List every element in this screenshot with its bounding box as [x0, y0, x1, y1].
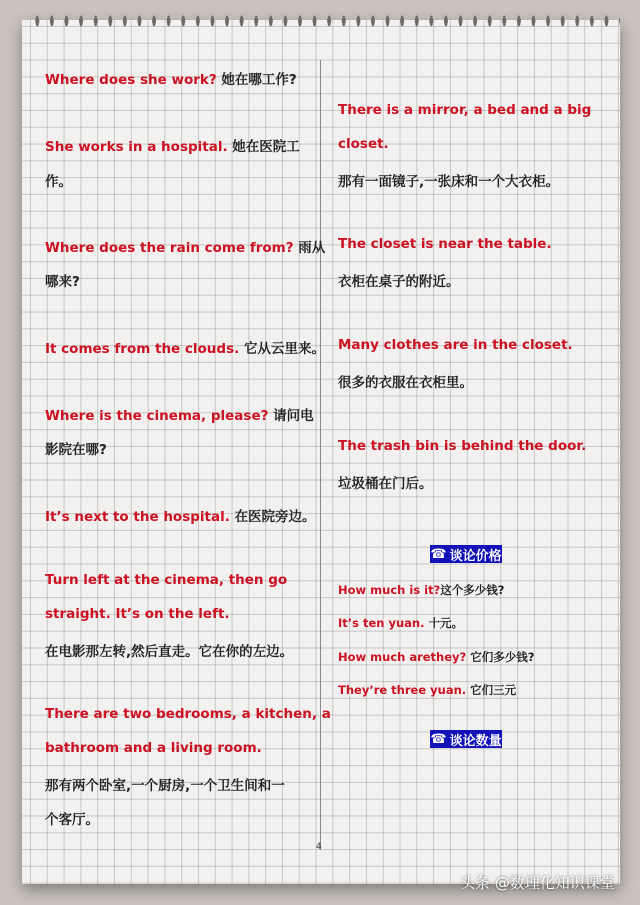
left-line-2b: 作。 — [45, 174, 72, 190]
left-line-4: It comes from the clouds. 它从云里来。 — [45, 341, 325, 357]
section-badge-quantity: ☎ 谈论数量 — [430, 731, 502, 749]
right-line-1c: 那有一面镜子,一张床和一个大衣柜。 — [338, 174, 560, 190]
right-line-2b: 衣柜在桌子的附近。 — [338, 274, 460, 290]
section-badge-price: ☎ 谈论价格 — [430, 546, 502, 564]
left-line-5b: 影院在哪? — [45, 442, 107, 458]
column-divider — [320, 60, 321, 850]
left-line-1: Where does she work? 她在哪工作? — [45, 72, 297, 88]
left-line-8a: There are two bedrooms, a kitchen, a — [45, 706, 331, 722]
right-line-1a: There is a mirror, a bed and a big — [338, 102, 592, 118]
left-line-7a: Turn left at the cinema, then go — [45, 572, 288, 588]
right-line-4a: The trash bin is behind the door. — [338, 438, 587, 454]
left-line-7b: straight. It’s on the left. — [45, 606, 230, 622]
watermark: 头条 @数理化知识课堂 — [460, 874, 615, 892]
left-line-3b: 哪来? — [45, 274, 80, 290]
right-line-3a: Many clothes are in the closet. — [338, 337, 573, 353]
price-line-4: They’re three yuan. 它们三元 — [338, 683, 517, 697]
left-line-8d: 个客厅。 — [45, 812, 99, 828]
left-line-6: It’s next to the hospital. 在医院旁边。 — [45, 509, 316, 525]
left-line-3a: Where does the rain come from? 雨从 — [45, 240, 326, 256]
left-line-8b: bathroom and a living room. — [45, 740, 262, 756]
right-line-2a: The closet is near the table. — [338, 236, 552, 252]
phone-icon: ☎ — [430, 546, 447, 562]
price-line-3: How much arethey? 它们多少钱? — [338, 650, 535, 664]
right-line-4b: 垃圾桶在门后。 — [338, 476, 433, 492]
price-line-2: It’s ten yuan. 十元。 — [338, 616, 463, 630]
left-line-5a: Where is the cinema, please? 请问电 — [45, 408, 314, 424]
right-line-1b: closet. — [338, 136, 389, 152]
spiral-binding — [30, 8, 620, 34]
left-line-8c: 那有两个卧室,一个厨房,一个卫生间和一 — [45, 778, 285, 794]
page-number: 4 — [316, 842, 322, 852]
price-line-1: How much is it?这个多少钱? — [338, 583, 505, 597]
right-line-3b: 很多的衣服在衣柜里。 — [338, 375, 473, 391]
left-line-7c: 在电影那左转,然后直走。它在你的左边。 — [45, 644, 294, 660]
left-line-2a: She works in a hospital. 她在医院工 — [45, 139, 300, 155]
phone-icon: ☎ — [430, 731, 447, 747]
